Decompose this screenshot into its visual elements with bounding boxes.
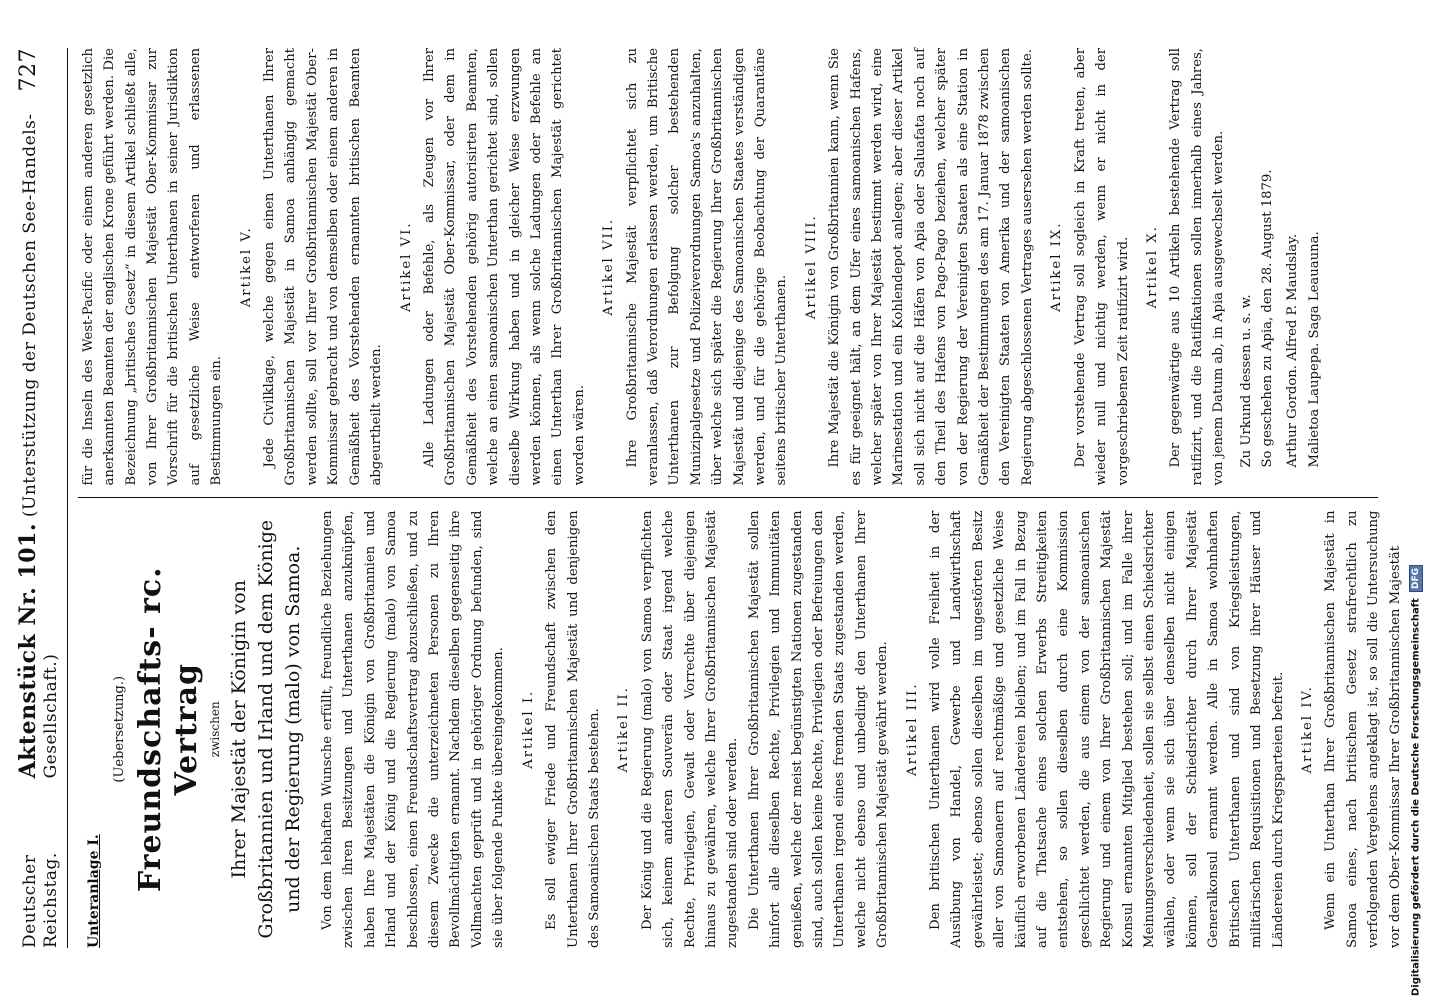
signatures-british: Arthur Gordon. Alfred P. Maudslay. — [1285, 233, 1301, 468]
page-header — [15, 48, 68, 948]
article-text: Ihre Großbritannische Majestät verpflichtet sich zu veranlassen, daß Verordnungen erlassen werden, um Britische Unterthanen zur Befolgung solcher bestehenden Munizipalgesetze und Polizeiverordnungen Samoa's anzuhalten, über welche sich später die Regierung Ihrer Großbritannischen Majestät und diejenige des Samoanischen Staates verständigen werden, und für die gehörige Beobachtung der Quarantäne seitens britischer Unterthanen. — [624, 48, 790, 486]
header-doc-number: Aktenstück Nr. 101. — [15, 523, 41, 779]
article-heading: Artikel VIII. — [803, 214, 819, 320]
closing-line: Zu Urkund dessen u. s. w. — [1238, 294, 1254, 468]
article-heading: Artikel IX. — [1049, 221, 1065, 312]
article-heading: Artikel III. — [904, 682, 920, 776]
article-heading: Artikel VI. — [398, 221, 414, 312]
dfg-text: Digitalisierung gefördert durch die Deutsche Forschungsgemeinschaft — [1410, 598, 1422, 996]
dfg-side-note — [1404, 6, 1428, 996]
article-text: Den britischen Unterthanen wird volle Freiheit in der Ausübung von Handel, Gewerbe und Landwirthschaft gewährleistet; ebenso sollen dieselben im ungestörten Besitz aller von Samoanern auf rechtmäßige und gesetzliche Weise käuflich erworbenen Ländereien bleiben; und im Fall in Bezug auf die Thatsache eines solchen Erwerbs Streitigkeiten entstehen, so sollen dieselben durch eine Kommission geschlichtet werden, die aus einem von der samoanischen Regierung und einem von Ihrer Großbritannischen Majestät Konsul ernannten Mitglied bestehen soll; und im Falle ihrer Meinungsverschiedenheit, sollen sie selbst einen Schiedsrichter wählen, oder wenn sie sich über denselben nicht einigen können, soll der Schiedsrichter durch Ihrer Majestät Generalkonsul ernannt werden. Alle in Samoa wohnhaften Britischen Unterthanen und sind von Kriegsleistungen, militärischen Requisitionen und Besetzung ihrer Häuser und Ländereien durch Kriegsparteien befreit. — [928, 510, 1286, 948]
article-text: Der vorstehende Vertrag soll sogleich in Kraft treten, aber wieder null und nichtig werden, wenn er nicht in der vorgeschriebenen Zeit ratifizirt wird. — [1072, 48, 1131, 486]
date-line: So geschehen zu Apia, den 28. August 1879. — [1259, 169, 1275, 468]
preamble-paragraph: Von dem lebhaften Wunsche erfüllt, freundliche Beziehungen zwischen ihren Besitzungen und Unterthanen anzuknüpfen, haben Ihre Majestäten die Königin von Großbritannien und Irland und der König und die Regierung (malo) von Samoa beschlossen, einen Freundschaftsvertrag abzuschließen, und zu diesem Zwecke die unterzeichneten Personen zu Ihren Bevollmächtigten ernannt. Nachdem dieselben gegenseitig ihre Vollmachten geprüft und in gehöriger Ordnung befunden, sind sie über folgende Punkte übereingekommen. — [320, 510, 507, 948]
article-text: Die Unterthanen Ihrer Großbritannischen Majestät sollen hinfort alle dieselben Rechte, Privilegien und Immunitäten genießen, welche der meist begünstigten Nationen zugestanden sind, auch sollen keine Rechte, Privilegien oder Befreiungen den Unterthanen irgend eines fremden Staats zugestanden werden, welche nicht ebenso und unbedingt den Unterthanen Ihrer Großbritannischen Majestät gewährt werden. — [746, 510, 891, 948]
header-title: (Unterstützung der Deutschen See-Handels-Gesellschaft.) — [20, 113, 62, 779]
page-number: 727 — [16, 48, 41, 92]
text-columns — [78, 48, 1403, 948]
article-heading: Artikel V. — [238, 226, 254, 308]
treaty-subtitle: Ihrer Majestät der Königin von Großbritannien und Irland und dem Könige und der Regierung (malo) von Samoa. — [228, 519, 305, 939]
treaty-title: Freundschafts- rc. Vertrag — [132, 566, 204, 893]
article-heading: Artikel II. — [616, 686, 632, 773]
article-heading: Artikel VII. — [601, 217, 617, 316]
translation-note: (Uebersetzung.) — [112, 675, 128, 783]
signatures-samoan: Malietoa Laupepa. Saga Leauauna. — [1306, 231, 1322, 468]
article-text: Wenn ein Unterthan Ihrer Großbritannischen Majestät in Samoa eines, nach britischem Gesetz strafrechtlich zu verfolgenden Vergehens angeklagt ist, so soll die Untersuchung vor dem Ober-Kommissar Ihrer Großbritannischen Majestät — [1323, 510, 1403, 948]
annex-label: Unteranlage I. — [85, 834, 102, 948]
article-heading: Artikel I. — [520, 689, 536, 769]
article-text: Der gegenwärtige aus 10 Artikeln bestehende Vertrag soll ratifizirt, und die Ratifikationen sollen innerhalb eines Jahres, von jenem Datum ab, in Apia ausgewechselt werden. — [1168, 48, 1227, 486]
article-text: Es soll ewiger Friede und Freundschaft zwischen den Unterthanen Ihrer Großbritannischen Majestät und denjenigen des Samoanischen Staats bestehen. — [544, 510, 602, 948]
between-word: zwischen — [207, 701, 222, 758]
left-column — [78, 498, 1403, 949]
header-left: Deutscher Reichstag. — [20, 852, 62, 948]
article-heading: Artikel IV. — [1299, 685, 1315, 774]
article-text: Alle Ladungen oder Befehle, als Zeugen vor Ihrer Großbritannischen Majestät Ober-Kommissar, oder dem in Gemäßheit des Vorstehenden gehörig autorisirten Beamten, welche an einen samoanischen Unterthan gerichtet sind, sollen dieselbe Wirkung haben und in gleicher Weise erzwungen werden können, als wenn solche Ladungen oder Befehle an einen Unterthan Ihrer Großbritannischen Majestät gerichtet worden wären. — [421, 48, 587, 486]
header-center — [15, 92, 63, 779]
article-text: Der König und die Regierung (malo) von Samoa verpflichten sich, keinem anderen Souverän oder Staat irgend welche Rechte, Privilegien, Gewalt oder Vorrechte über diejenigen hinaus zu gewähren, welche Ihrer Großbritannischen Majestät zugestanden sind oder werden. — [639, 510, 741, 948]
article-text: Ihre Majestät die Königin von Großbritannien kann, wenn Sie es für geeignet hält, an dem Ufer eines samoanischen Hafens, welcher später von Ihrer Majestät bestimmt werden wird, eine Marinestation und ein Kohlendepot anlegen; aber dieser Artikel soll sich nicht auf die Häfen von Apia oder Saluafata noch auf den Theil des Hafens von Pago-Pago beziehen, welcher später von der Regierung der Vereinigten Staaten als eine Station in Gemäßheit der Bestimmungen des am 17. Januar 1878 zwischen den Vereinigten Staaten von Amerika und der samoanischen Regierung abgeschlossenen Vertrages ausersehen werden sollte. — [827, 48, 1035, 486]
dfg-logo: DFG — [1409, 565, 1423, 592]
right-column — [78, 48, 1378, 498]
article-text: Jede Civilklage, welche gegen einen Unterthanen Ihrer Großbritannischen Majestät in Samoa anhängig gemacht werden sollte, soll vor Ihrer Großbritannischen Majestät Ober-Kommissar gebracht und von demselben oder einem anderen in Gemäßheit des Vorstehenden ernannten britischen Beamten abgeurtheilt werden. — [262, 48, 385, 486]
continued-text: für die Inseln des West-Pacific oder einem anderen gesetzlich anerkannten Beamten der englischen Krone geführt werden. Die Bezeichnung „britisches Gesetz“ in diesem Artikel schließt alle, von Ihrer Großbritannischen Majestät Ober-Kommissar zur Vorschrift für die britischen Unterthanen in seiner Jurisdiktion auf gesetzliche Weise entworfenen und erlassenen Bestimmungen ein. — [80, 48, 225, 486]
article-heading: Artikel X. — [1144, 225, 1160, 309]
